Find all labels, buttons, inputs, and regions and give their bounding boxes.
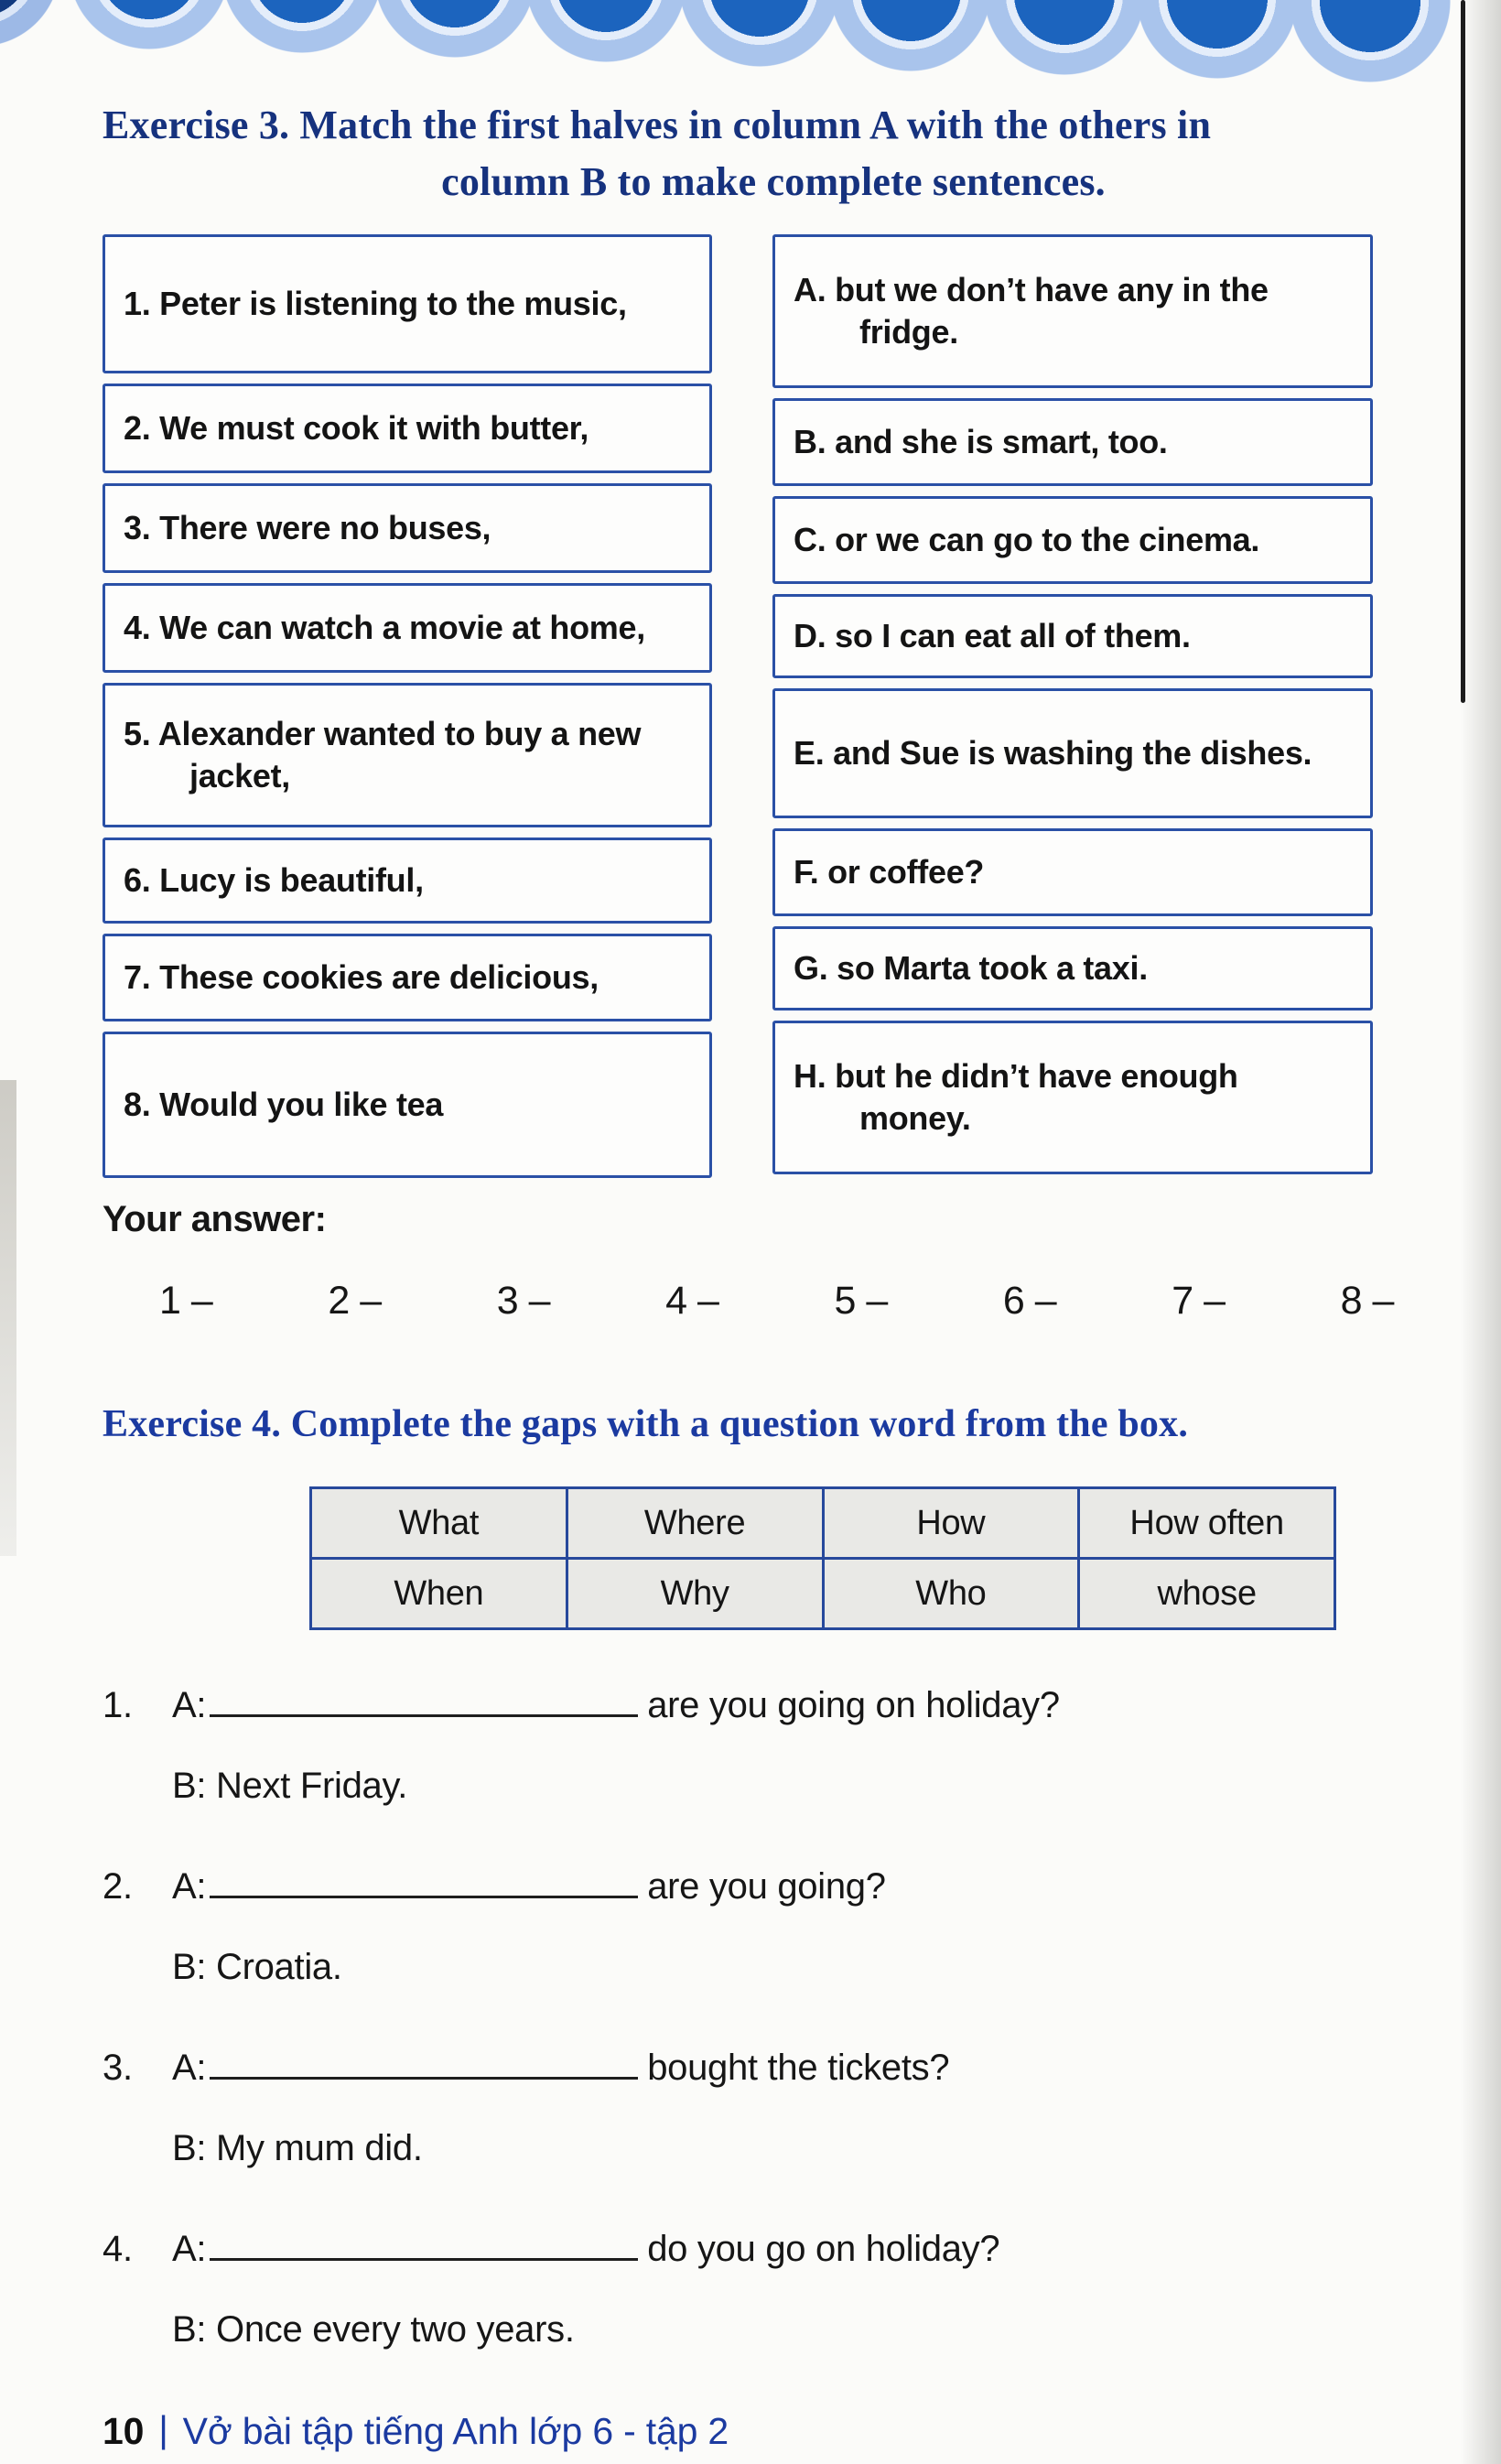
column-a-item-6 <box>103 838 712 924</box>
column-a-item-8-text: 8. Would you like tea <box>124 1086 444 1123</box>
word-box-cell: How often <box>1079 1488 1335 1559</box>
gap-fill-item-3 <box>103 2048 1444 2176</box>
word-box-cell: What <box>311 1488 567 1559</box>
word-box-cell: Where <box>567 1488 823 1559</box>
exercise3-title <box>103 97 1444 211</box>
matching-columns <box>103 234 1444 1188</box>
answer-slot-4: 4 – <box>665 1279 719 1323</box>
answer-slot-3: 3 – <box>496 1279 551 1323</box>
word-box-cell: Why <box>567 1559 823 1629</box>
word-box-cell: whose <box>1079 1559 1335 1629</box>
column-a-item-3-text: 3. There were no buses, <box>124 509 491 546</box>
page-footer <box>103 2410 1444 2453</box>
column-a-item-6-text: 6. Lucy is beautiful, <box>124 861 424 899</box>
speaker-a-line <box>103 2229 1444 2282</box>
match-column-b <box>772 234 1373 1188</box>
column-a-item-1 <box>103 234 712 373</box>
column-a-item-2 <box>103 384 712 473</box>
answer-blank-line <box>210 2049 638 2080</box>
item-number: 2. <box>103 1866 133 1907</box>
item-number: 4. <box>103 2229 133 2269</box>
answer-blank-line <box>210 2231 638 2261</box>
answer-slot-6: 6 – <box>1002 1279 1057 1323</box>
speaker-a-line <box>103 1866 1444 1919</box>
footer-separator: | <box>158 2408 168 2450</box>
your-answer-label: Your answer: <box>103 1199 327 1239</box>
speaker-b-line: B: Croatia. <box>172 1947 342 1987</box>
column-a-item-3 <box>103 483 712 573</box>
column-b-item-c-text: C. or we can go to the cinema. <box>794 521 1260 558</box>
gap-fill-item-4 <box>103 2229 1444 2357</box>
column-a-item-7 <box>103 934 712 1021</box>
column-a-item-1-text: 1. Peter is listening to the music, <box>124 285 627 322</box>
column-a-item-8 <box>103 1032 712 1178</box>
speaker-b-line: B: Once every two years. <box>172 2309 575 2350</box>
gap-fill-item-1 <box>103 1685 1444 1813</box>
word-box-cell: Who <box>823 1559 1079 1629</box>
speaker-a-line <box>103 2048 1444 2101</box>
answer-slots-row <box>159 1279 1394 1324</box>
column-b-item-h-text: H. but he didn’t have enough money. <box>794 1057 1238 1137</box>
match-column-a <box>103 234 712 1188</box>
column-a-item-4 <box>103 583 712 673</box>
speaker-a-label: A: <box>172 2229 207 2269</box>
column-b-item-e-text: E. and Sue is washing the dishes. <box>794 734 1312 772</box>
column-b-item-c <box>772 496 1373 584</box>
question-suffix: bought the tickets? <box>647 2048 950 2088</box>
speaker-a-label: A: <box>172 1685 207 1725</box>
page-number: 10 <box>103 2410 145 2452</box>
column-b-item-h <box>772 1021 1373 1174</box>
column-a-item-4-text: 4. We can watch a movie at home, <box>124 609 645 646</box>
item-number: 1. <box>103 1685 133 1725</box>
column-b-item-b-text: B. and she is smart, too. <box>794 423 1168 460</box>
column-a-item-2-text: 2. We must cook it with butter, <box>124 409 589 447</box>
column-b-item-g <box>772 926 1373 1010</box>
column-b-item-a-text: A. but we don’t have any in the fridge. <box>794 271 1269 351</box>
column-a-item-7-text: 7. These cookies are delicious, <box>124 958 599 996</box>
word-box-cell: How <box>823 1488 1079 1559</box>
column-b-item-d <box>772 594 1373 678</box>
answer-slot-8: 8 – <box>1340 1279 1394 1323</box>
answer-blank-line <box>210 1687 638 1717</box>
column-b-item-e <box>772 688 1373 818</box>
book-title: Vở bài tập tiếng Anh lớp 6 - tập 2 <box>182 2410 729 2452</box>
exercise4-title: Exercise 4. Complete the gaps with a question word from the box. <box>103 1403 1189 1445</box>
speaker-b-line: B: Next Friday. <box>172 1766 408 1806</box>
gap-fill-item-2 <box>103 1866 1444 1994</box>
answer-slot-1: 1 – <box>159 1279 213 1323</box>
question-suffix: are you going on holiday? <box>647 1685 1060 1725</box>
answer-slot-7: 7 – <box>1172 1279 1226 1323</box>
column-b-item-d-text: D. so I can eat all of them. <box>794 617 1191 654</box>
gap-fill-list <box>103 1685 1444 2357</box>
exercise3-title-line2: column B to make complete sentences. <box>441 159 1106 204</box>
question-suffix: do you go on holiday? <box>647 2229 1000 2269</box>
answer-slot-2: 2 – <box>328 1279 382 1323</box>
question-suffix: are you going? <box>647 1866 886 1907</box>
answer-slot-5: 5 – <box>834 1279 888 1323</box>
column-a-item-5-text: 5. Alexander wanted to buy a new jacket, <box>124 715 642 794</box>
column-b-item-b <box>772 398 1373 486</box>
item-number: 3. <box>103 2048 133 2088</box>
column-b-item-g-text: G. so Marta took a taxi. <box>794 949 1148 987</box>
speaker-a-label: A: <box>172 1866 207 1907</box>
speaker-a-label: A: <box>172 2048 207 2088</box>
word-box-cell: When <box>311 1559 567 1629</box>
column-a-item-5 <box>103 683 712 827</box>
column-b-item-f <box>772 828 1373 916</box>
column-b-item-f-text: F. or coffee? <box>794 853 985 891</box>
speaker-a-line <box>103 1685 1444 1738</box>
answer-blank-line <box>210 1868 638 1898</box>
question-word-box <box>309 1486 1336 1630</box>
exercise3-title-line1: Exercise 3. Match the first halves in column A with the others in <box>103 103 1212 147</box>
speaker-b-line: B: My mum did. <box>172 2128 423 2168</box>
column-b-item-a <box>772 234 1373 388</box>
